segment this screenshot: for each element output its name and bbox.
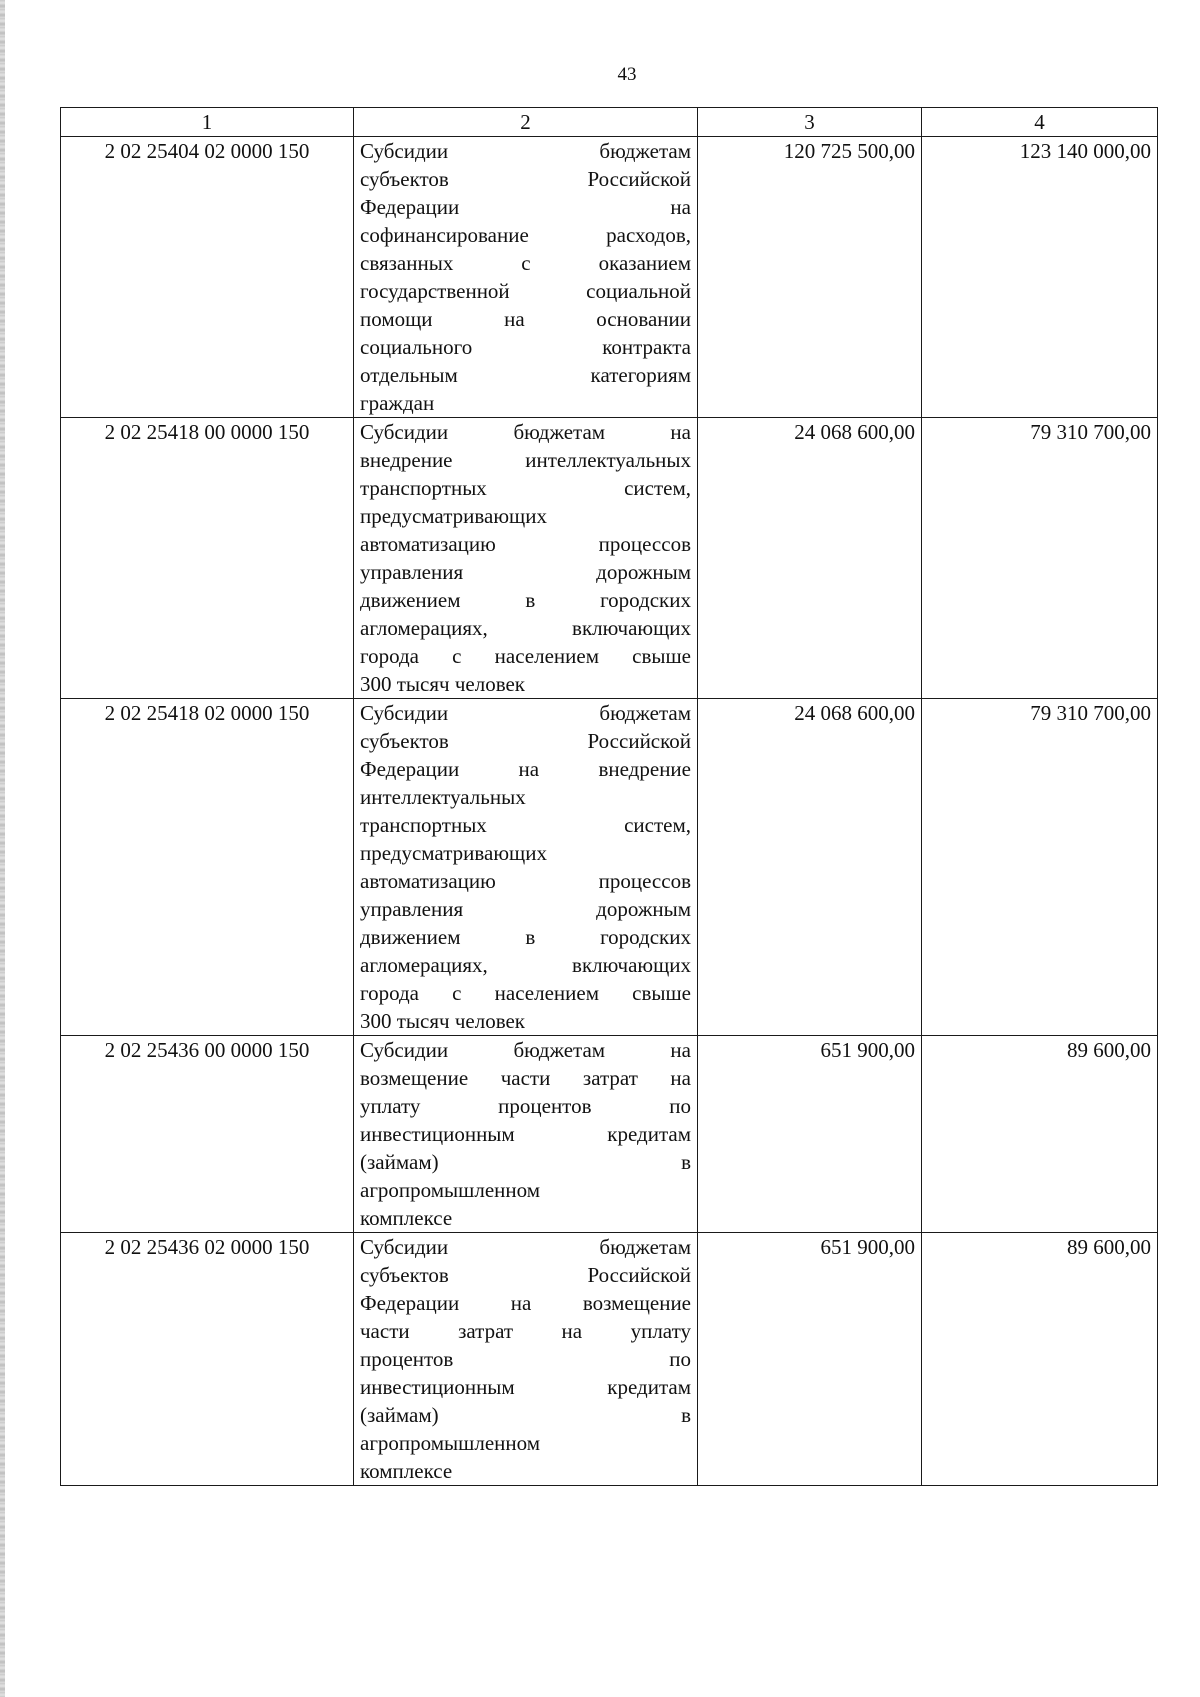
description-line: агропромышленном [360,1431,541,1455]
description-line: комплексе [360,1206,453,1230]
amount-column-3-cell: 120 725 500,00 [698,137,922,418]
description-line: субъектов Российской [360,1263,691,1287]
description-line: Федерации на внедрение [360,757,691,781]
description-line: транспортных систем, [360,813,691,837]
budget-code-cell: 2 02 25436 02 0000 150 [61,1233,354,1486]
description-line: предусматривающих [360,504,547,528]
description-line: инвестиционным кредитам [360,1375,691,1399]
description-line: помощи на основании [360,307,691,331]
description-line: субъектов Российской [360,167,691,191]
amount-column-4-cell: 79 310 700,00 [922,699,1158,1036]
description-line: (займам) в [360,1150,691,1174]
column-header-1: 1 [61,108,354,137]
description-line: Субсидии бюджетам [360,1235,691,1259]
description-cell [354,1036,698,1233]
description-line: государственной социальной [360,279,691,303]
table-row [61,1233,1158,1486]
description-line: уплату процентов по [360,1094,691,1118]
description-line: возмещение части затрат на [360,1066,691,1090]
description-line: (займам) в [360,1403,691,1427]
description-line: социального контракта [360,335,691,359]
description-line: транспортных систем, [360,476,691,500]
description-line: автоматизацию процессов [360,532,691,556]
column-header-2: 2 [354,108,698,137]
column-header-3: 3 [698,108,922,137]
budget-code-cell: 2 02 25418 00 0000 150 [61,418,354,699]
description-line: внедрение интеллектуальных [360,448,691,472]
description-cell [354,418,698,699]
description-line: движением в городских [360,588,691,612]
description-line: города с населением свыше [360,981,691,1005]
description-cell [354,1233,698,1486]
description-line: Субсидии бюджетам [360,701,691,725]
amount-column-4-cell: 123 140 000,00 [922,137,1158,418]
description-line: города с населением свыше [360,644,691,668]
description-line: Субсидии бюджетам на [360,1038,691,1062]
description-line: управления дорожным [360,897,691,921]
description-line: софинансирование расходов, [360,223,691,247]
description-line: 300 тысяч человек [360,672,526,696]
amount-column-4-cell: 79 310 700,00 [922,418,1158,699]
description-line: отдельным категориям [360,363,691,387]
scan-edge [0,0,5,1697]
description-line: инвестиционным кредитам [360,1122,691,1146]
description-cell [354,137,698,418]
table-header-row [61,108,1158,137]
amount-column-3-cell: 24 068 600,00 [698,418,922,699]
page-number: 43 [617,64,637,85]
description-cell [354,699,698,1036]
description-line: агломерациях, включающих [360,953,691,977]
description-line: части затрат на уплату [360,1319,691,1343]
description-line: агропромышленном [360,1178,541,1202]
table-row [61,1036,1158,1233]
description-line: связанных с оказанием [360,251,691,275]
budget-code-cell: 2 02 25418 02 0000 150 [61,699,354,1036]
description-line: Федерации на [360,195,691,219]
description-line: субъектов Российской [360,729,691,753]
description-line: предусматривающих [360,841,547,865]
description-line: Субсидии бюджетам на [360,420,691,444]
amount-column-4-cell: 89 600,00 [922,1233,1158,1486]
description-line: агломерациях, включающих [360,616,691,640]
description-line: интеллектуальных [360,785,526,809]
amount-column-3-cell: 24 068 600,00 [698,699,922,1036]
description-line: процентов по [360,1347,691,1371]
amount-column-3-cell: 651 900,00 [698,1036,922,1233]
description-line: движением в городских [360,925,691,949]
table-row [61,699,1158,1036]
description-line: граждан [360,391,435,415]
description-line: Субсидии бюджетам [360,139,691,163]
budget-code-cell: 2 02 25404 02 0000 150 [61,137,354,418]
budget-table [60,107,1158,1486]
column-header-4: 4 [922,108,1158,137]
budget-code-cell: 2 02 25436 00 0000 150 [61,1036,354,1233]
table-row [61,418,1158,699]
description-line: управления дорожным [360,560,691,584]
description-line: комплексе [360,1459,453,1483]
table-row [61,137,1158,418]
description-line: 300 тысяч человек [360,1009,526,1033]
description-line: Федерации на возмещение [360,1291,691,1315]
amount-column-3-cell: 651 900,00 [698,1233,922,1486]
description-line: автоматизацию процессов [360,869,691,893]
amount-column-4-cell: 89 600,00 [922,1036,1158,1233]
